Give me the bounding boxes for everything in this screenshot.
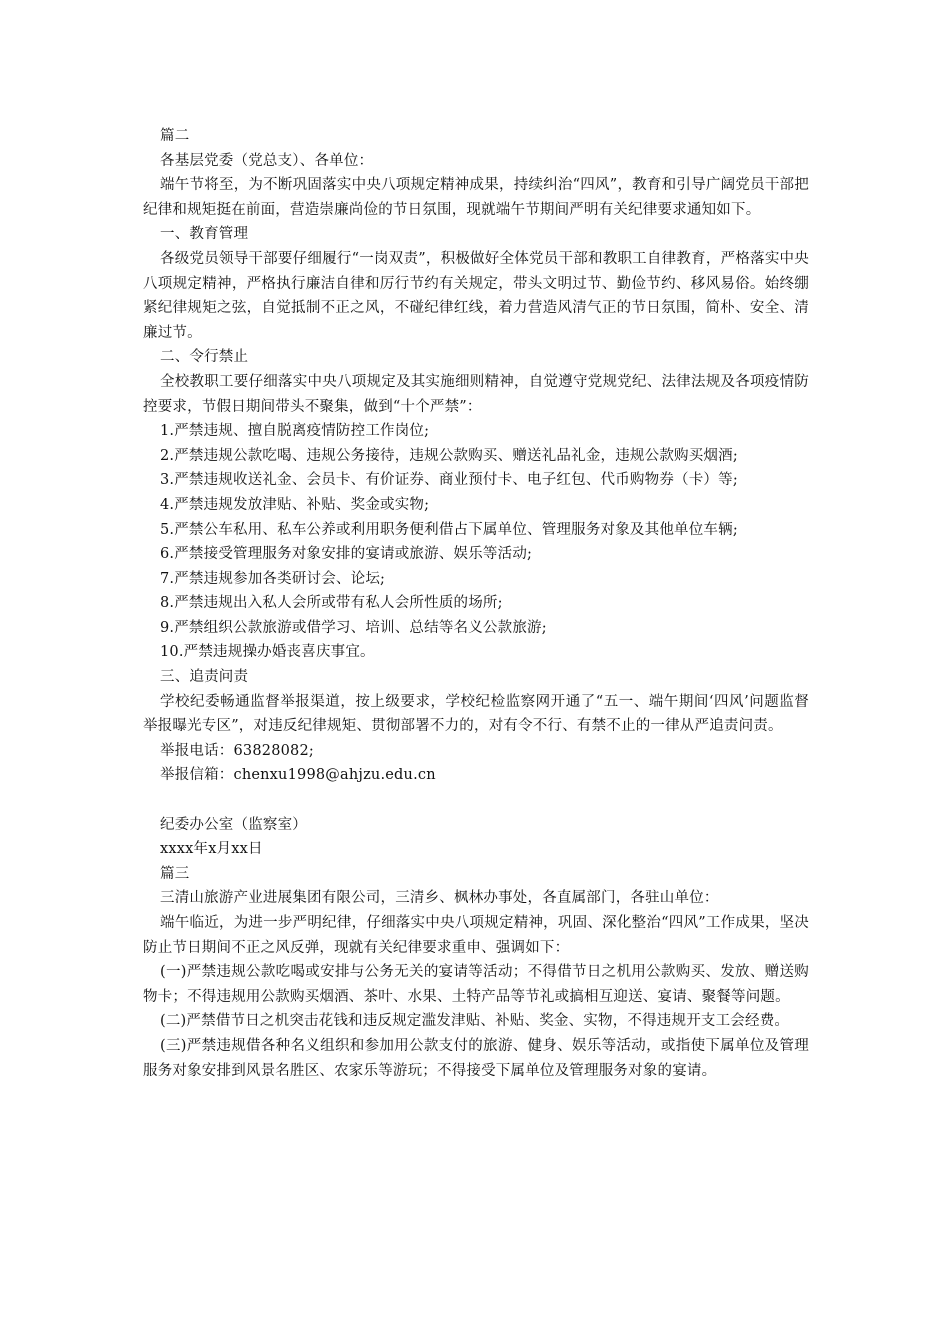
blank-line	[143, 788, 809, 813]
report-email: 举报信箱：chenxu1998@ahjzu.edu.cn	[160, 767, 436, 784]
rule-item-two: (二)严禁借节日之机突击花钱和违反规定滥发津贴、补贴、奖金、实物，不得违规开支工会经费。	[160, 1013, 790, 1030]
salutation: 各基层党委（党总支）、各单位：	[160, 152, 374, 169]
prohibition-item: 3.严禁违规收送礼金、会员卡、有价证券、商业预付卡、电子红包、代币购物券（卡）等;	[160, 472, 738, 489]
signature-date: xxxx年x月xx日	[160, 841, 263, 858]
prohibition-item: 8.严禁违规出入私人会所或带有私人会所性质的场所;	[160, 595, 503, 612]
prohibition-item: 1.严禁违规、擅自脱离疫情防控工作岗位;	[160, 423, 430, 440]
prohibition-item: 4.严禁违规发放津贴、补贴、奖金或实物;	[160, 496, 430, 513]
section-heading-part-three: 篇三	[160, 865, 190, 882]
prohibition-item: 7.严禁违规参加各类研讨会、论坛;	[160, 570, 386, 587]
prohibition-item: 2.严禁违规公款吃喝、违规公务接待，违规公款购买、赠送礼品礼金，违规公款购买烟酒;	[160, 447, 738, 464]
accountability-paragraph: 学校纪委畅通监督举报渠道，按上级要求，学校纪检监察网开通了“五一、端午期间‘四风’问题监督举报曝光专区”，对违反纪律规矩、贯彻部署不力的，对有令不行、有禁不止的一律从严追责问责。	[143, 693, 809, 735]
report-phone: 举报电话：63828082;	[160, 742, 314, 759]
rule-item-one: (一)严禁违规公款吃喝或安排与公务无关的宴请等活动；不得借节日之机用公款购买、发放、赠送购物卡；不得违规用公款购买烟酒、茶叶、水果、土特产品等节礼或搞相互迎送、宴请、聚餐等问题。	[143, 964, 809, 1005]
heading-education-management: 一、教育管理	[160, 226, 249, 243]
heading-accountability: 三、追责问责	[160, 669, 249, 686]
prohibition-item: 6.严禁接受管理服务对象安排的宴请或旅游、娱乐等活动;	[160, 546, 533, 563]
heading-prohibitions: 二、令行禁止	[160, 349, 249, 366]
notice-intro-paragraph: 端午临近，为进一步严明纪律，仔细落实中央八项规定精神，巩固、深化整治“四风”工作成果，坚决防止节日期间不正之风反弹，现就有关纪律要求重申、强调如下：	[143, 915, 809, 956]
document-body	[143, 124, 809, 1083]
prohibition-item: 9.严禁组织公款旅游或借学习、培训、总结等名义公款旅游;	[160, 619, 547, 636]
signature-office: 纪委办公室（监察室）	[160, 816, 307, 833]
intro-paragraph: 端午节将至，为不断巩固落实中央八项规定精神成果，持续纠治“四风”，教育和引导广阔党员干部把纪律和规矩挺在前面，营造崇廉尚俭的节日氛围，现就端午节期间严明有关纪律要求通知如下。	[143, 177, 809, 218]
prohibitions-intro-paragraph: 全校教职工要仔细落实中央八项规定及其实施细则精神，自觉遵守党规党纪、法律法规及各项疫情防控要求，节假日期间带头不聚集，做到“十个严禁”：	[143, 373, 809, 415]
addressees: 三清山旅游产业进展集团有限公司，三清乡、枫林办事处，各直属部门，各驻山单位：	[160, 890, 719, 907]
prohibition-item: 10.严禁违规操办婚丧喜庆事宜。	[160, 644, 375, 661]
education-management-paragraph: 各级党员领导干部要仔细履行“一岗双责”，积极做好全体党员干部和教职工自律教育，严格落实中央八项规定精神，严格执行廉洁自律和厉行节约有关规定，带头文明过节、勤俭节约、移风易俗。始终绷紧纪律规矩之弦，自觉抵制不正之风，不碰纪律红线，着力营造风清气正的节日氛围，简朴、安全、清廉过节。	[143, 250, 809, 341]
prohibition-item: 5.严禁公车私用、私车公养或利用职务便利借占下属单位、管理服务对象及其他单位车辆;	[160, 521, 738, 538]
rule-item-three: (三)严禁违规借各种名义组织和参加用公款支付的旅游、健身、娱乐等活动，或指使下属单位及管理服务对象安排到风景名胜区、农家乐等游玩；不得接受下属单位及管理服务对象的宴请。	[143, 1037, 809, 1079]
section-heading-part-two: 篇二	[160, 128, 190, 144]
